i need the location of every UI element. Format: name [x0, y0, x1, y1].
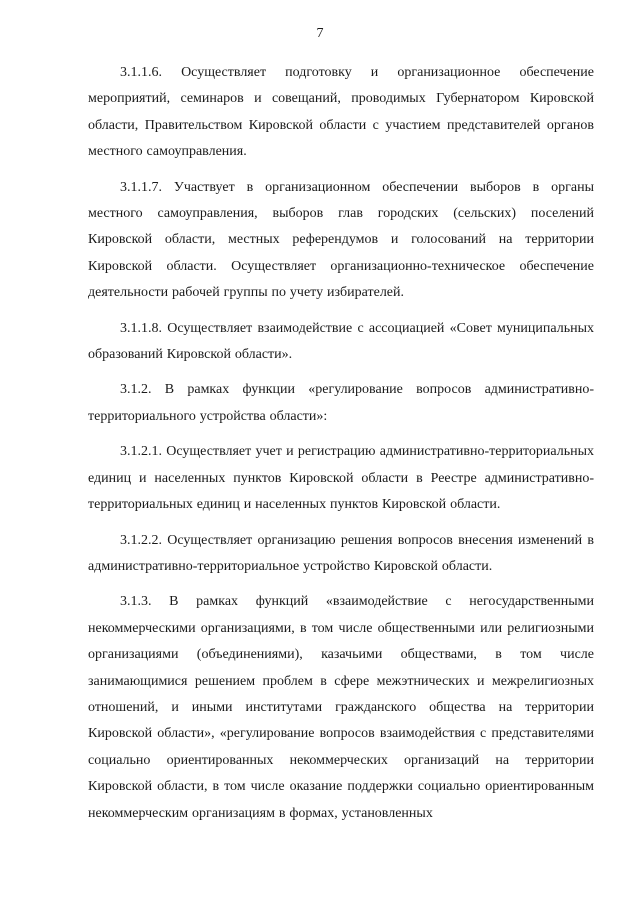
- paragraph-3-1-3: 3.1.3. В рамках функций «взаимодействие с негосударственными некоммерческими организациями, в том числе общественными или религиозными организациями (объединениями), казачьими обществами, в том числе занимающимися решением проблем в сфере межэтнических и межрелигиозных отношений, и иными институтами гражданского общества на территории Кировской области», «регулирование вопросов взаимодействия с представителями социально ориентированных некоммерческих организаций на территории Кировской области, в том числе оказание поддержки социально ориентированным некоммерческим организациям в формах, установленных: [88, 594, 594, 821]
- paragraph-3-1-2-2: 3.1.2.2. Осуществляет организацию решения вопросов внесения изменений в административно-территориальное устройство Кировской области.: [88, 532, 594, 574]
- paragraph-3-1-1-8: 3.1.1.8. Осуществляет взаимодействие с ассоциацией «Совет муниципальных образований Кировской области».: [88, 320, 594, 363]
- paragraph-3-1-2-1: 3.1.2.1. Осуществляет учет и регистрацию административно-территориальных единиц и населенных пунктов Кировской области в Реестре административно-территориальных единиц и населенных пунктов Кировской области.: [88, 444, 594, 513]
- paragraph-3-1-1-6: 3.1.1.6. Осуществляет подготовку и организационное обеспечение мероприятий, семинаров и совещаний, проводимых Губернатором Кировской области, Правительством Кировской области с участием представителей органов местного самоуправления.: [88, 65, 594, 160]
- paragraph-3-1-1-7: 3.1.1.7. Участвует в организационном обеспечении выборов в органы местного самоуправления, выборов глав городских (сельских) поселений Кировской области, местных референдумов и голосований на территории Кировской области. Осуществляет организационно-техническое обеспечение деятельности рабочей группы по учету избирателей.: [88, 179, 594, 301]
- page-number: 7: [316, 26, 324, 41]
- document-body: [88, 60, 594, 836]
- paragraph-3-1-2: 3.1.2. В рамках функции «регулирование вопросов административно-территориального устройства области»:: [88, 382, 594, 424]
